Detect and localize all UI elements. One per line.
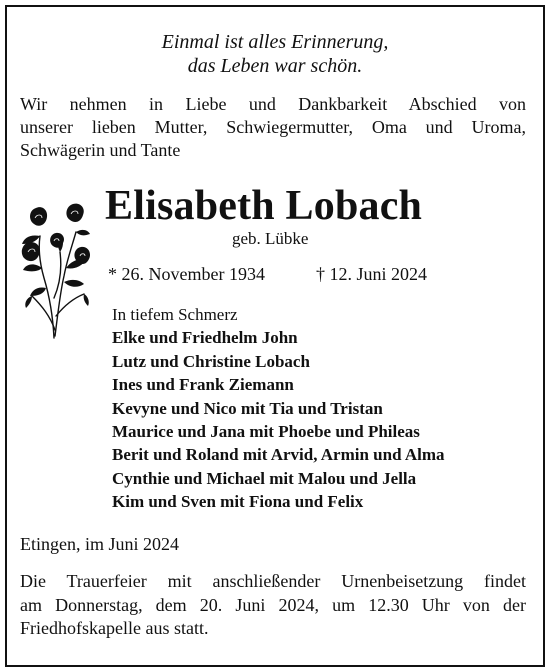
mourners-list — [112, 303, 445, 514]
deceased-name: Elisabeth Lobach — [105, 183, 423, 229]
mourners-lead: In tiefem Schmerz — [112, 305, 238, 324]
maiden-name: geb. Lübke — [232, 229, 309, 248]
rose-bouquet-icon — [20, 198, 92, 340]
mourner-name: Maurice und Jana mit Phoebe und Phileas — [112, 422, 420, 442]
mourner-name: Elke und Friedhelm John — [112, 328, 298, 348]
mourner-name: Cynthie und Michael mit Malou und Jella — [112, 468, 417, 488]
intro-line-3: Schwägerin und Tante — [20, 140, 181, 160]
funeral-notice — [20, 570, 526, 641]
intro-line-1: Wir nehmen in Liebe und Dankbarkeit Abschied von — [20, 94, 526, 114]
intro-line-2: unserer lieben Mutter, Schwiegermutter, Oma und Uroma, — [20, 117, 526, 137]
mourner-name: Berit und Roland mit Arvid, Armin und Alma — [112, 445, 445, 465]
mourner-name: Kim und Sven mit Fiona und Felix — [112, 492, 364, 512]
motto-line-2: das Leben war schön. — [187, 55, 363, 77]
motto-line-1: Einmal ist alles Erinnerung, — [161, 31, 389, 53]
mourner-name: Ines und Frank Ziemann — [112, 375, 294, 395]
notice-line-3: Friedhofskapelle aus statt. — [20, 618, 209, 638]
mourner-name: Lutz und Christine Lobach — [112, 351, 310, 371]
notice-line-2: am Donnerstag, dem 20. Juni 2024, um 12.30 Uhr von der — [20, 594, 526, 615]
place-date: Etingen, im Juni 2024 — [20, 534, 179, 554]
intro-text — [20, 93, 526, 162]
death-date: † 12. Juni 2024 — [316, 264, 428, 284]
mourner-name: Kevyne und Nico mit Tia und Tristan — [112, 398, 383, 418]
notice-line-1: Die Trauerfeier mit anschließender Urnenbeisetzung findet — [20, 571, 526, 591]
birth-date: * 26. November 1934 — [108, 264, 265, 284]
